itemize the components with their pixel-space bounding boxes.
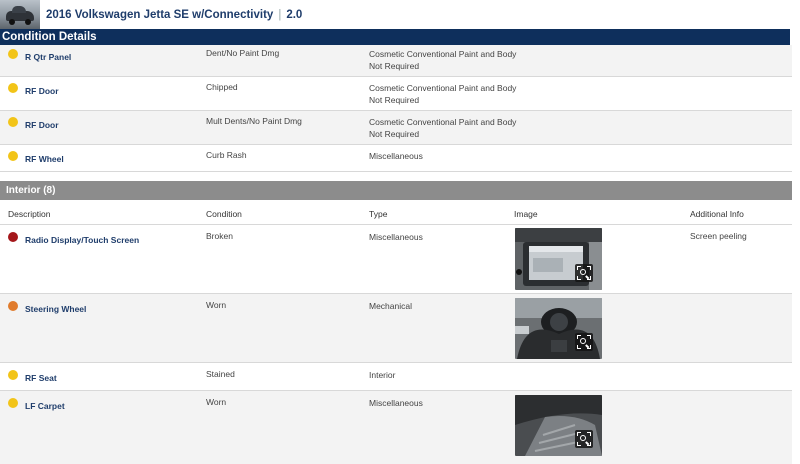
vehicle-thumbnail[interactable]	[0, 0, 40, 29]
severity-dot-icon	[8, 151, 18, 161]
table-row	[0, 111, 792, 145]
vehicle-title	[46, 9, 302, 21]
damage-condition: Mult Dents/No Paint Dmg	[206, 116, 302, 126]
table-row	[0, 145, 792, 172]
steering-wheel-photo[interactable]	[515, 298, 602, 359]
damage-description[interactable]: Steering Wheel	[25, 304, 87, 314]
table-row	[0, 225, 792, 294]
table-row	[0, 363, 792, 391]
damage-description[interactable]: LF Carpet	[25, 401, 65, 411]
damage-condition: Worn	[206, 300, 227, 310]
column-header-condition: Condition	[206, 209, 242, 219]
vehicle-name: 2016 Volkswagen Jetta SE w/Connectivity	[46, 9, 274, 21]
condition-grade: 2.0	[286, 9, 303, 21]
damage-type: Miscellaneous	[369, 232, 423, 242]
damage-description[interactable]: RF Wheel	[25, 154, 64, 164]
damage-description[interactable]: RF Door	[25, 86, 59, 96]
carpet-photo[interactable]	[515, 395, 602, 456]
severity-dot-icon	[8, 232, 18, 242]
severity-dot-icon	[8, 398, 18, 408]
severity-dot-icon	[8, 49, 18, 59]
damage-type: Interior	[369, 370, 396, 380]
severity-dot-icon	[8, 370, 18, 380]
damage-condition: Dent/No Paint Dmg	[206, 48, 280, 58]
column-header-image: Image	[514, 209, 538, 219]
zoom-expand-icon[interactable]	[575, 430, 593, 448]
table-row	[0, 77, 792, 111]
damage-type: Miscellaneous	[369, 398, 423, 408]
interior-column-headers	[0, 205, 792, 225]
zoom-expand-icon[interactable]	[575, 264, 593, 282]
damage-type: Miscellaneous	[369, 151, 423, 161]
damage-description[interactable]: R Qtr Panel	[25, 52, 72, 62]
column-header-type: Type	[369, 209, 388, 219]
radio-display-photo[interactable]	[515, 228, 602, 290]
damage-condition: Chipped	[206, 82, 238, 92]
column-header-additional-info: Additional Info	[690, 209, 744, 219]
scroll-edge	[792, 45, 800, 464]
column-header-description: Description	[8, 209, 51, 219]
severity-dot-icon	[8, 117, 18, 127]
damage-description[interactable]: Radio Display/Touch Screen	[25, 235, 140, 245]
damage-type: Cosmetic Conventional Paint and Body Not Required	[369, 83, 517, 105]
damage-type: Cosmetic Conventional Paint and Body Not Required	[369, 49, 517, 71]
damage-condition: Curb Rash	[206, 150, 247, 160]
damage-type: Cosmetic Conventional Paint and Body Not Required	[369, 117, 517, 139]
title-separator: |	[278, 9, 282, 21]
damage-condition: Worn	[206, 397, 227, 407]
vehicle-header	[0, 0, 800, 30]
severity-dot-icon	[8, 83, 18, 93]
additional-info: Screen peeling	[690, 231, 747, 241]
zoom-expand-icon[interactable]	[575, 333, 593, 351]
damage-description[interactable]: RF Seat	[25, 373, 57, 383]
damage-condition: Broken	[206, 231, 233, 241]
condition-details-header: Condition Details	[0, 29, 800, 45]
table-row	[0, 294, 792, 363]
table-row	[0, 391, 792, 464]
severity-dot-icon	[8, 301, 18, 311]
damage-type: Mechanical	[369, 301, 412, 311]
table-row	[0, 45, 792, 77]
interior-section-header[interactable]: Interior (8)	[0, 181, 792, 200]
damage-condition: Stained	[206, 369, 235, 379]
damage-description[interactable]: RF Door	[25, 120, 59, 130]
